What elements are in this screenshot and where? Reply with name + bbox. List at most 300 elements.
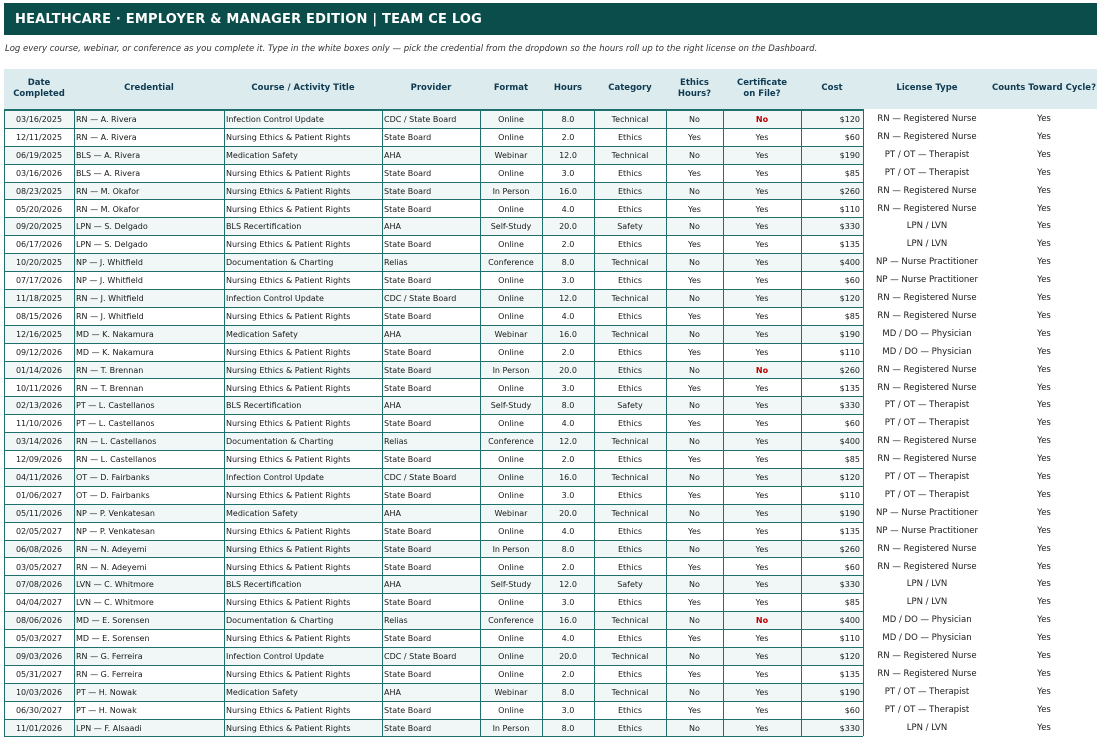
cell-certificate[interactable]: Yes [755, 132, 769, 142]
cell-license[interactable]: MD / DO — Physician [882, 346, 972, 357]
cell-hours[interactable]: 12.0 [559, 580, 577, 590]
cell-counts[interactable]: Yes [1037, 543, 1051, 554]
cell-credential[interactable]: NP — P. Venkatesan [76, 526, 155, 536]
cell-category[interactable]: Ethics [617, 723, 643, 733]
cell-format[interactable]: Self-Study [490, 401, 532, 411]
cell-date[interactable]: 12/09/2026 [15, 455, 63, 465]
cell-category[interactable]: Ethics [617, 705, 643, 715]
cell-provider[interactable]: Relias [384, 616, 408, 626]
cell-category[interactable]: Technical [611, 616, 649, 626]
cell-date[interactable]: 01/14/2026 [15, 365, 63, 375]
cell-course[interactable]: Nursing Ethics & Patient Rights [226, 383, 351, 393]
cell-format[interactable]: Online [498, 115, 524, 124]
cell-hours[interactable]: 2.0 [561, 240, 575, 250]
cell-certificate[interactable]: No [755, 365, 769, 375]
cell-cost[interactable]: $135 [839, 383, 860, 393]
cell-counts[interactable]: Yes [1037, 275, 1051, 286]
cell-certificate[interactable]: Yes [755, 455, 769, 465]
cell-category[interactable]: Technical [611, 437, 649, 447]
cell-credential[interactable]: RN — N. Adeyemi [76, 562, 147, 572]
cell-credential[interactable]: PT — L. Castellanos [76, 419, 155, 429]
cell-credential[interactable]: LVN — C. Whitmore [76, 598, 154, 608]
cell-license[interactable]: PT / OT — Therapist [884, 704, 970, 715]
cell-course[interactable]: Nursing Ethics & Patient Rights [226, 526, 351, 536]
cell-counts[interactable]: Yes [1037, 346, 1051, 357]
cell-course[interactable]: Nursing Ethics & Patient Rights [226, 240, 351, 250]
cell-license[interactable]: RN — Registered Nurse [877, 382, 977, 393]
cell-provider[interactable]: AHA [384, 401, 401, 411]
cell-credential[interactable]: NP — J. Whitfield [76, 258, 143, 268]
cell-credential[interactable]: RN — M. Okafor [76, 186, 140, 196]
cell-credential[interactable]: BLS — A. Rivera [76, 150, 141, 160]
cell-certificate[interactable]: Yes [755, 723, 769, 733]
cell-ethics[interactable]: Yes [688, 526, 701, 536]
cell-cost[interactable]: $110 [839, 347, 860, 357]
cell-ethics[interactable]: Yes [688, 240, 701, 250]
cell-license[interactable]: LPN / LVN [906, 239, 948, 250]
cell-ethics[interactable]: No [689, 508, 700, 518]
cell-cost[interactable]: $260 [839, 544, 860, 554]
cell-counts[interactable]: Yes [1037, 722, 1051, 733]
cell-cost[interactable]: $190 [839, 687, 860, 697]
cell-provider[interactable]: AHA [384, 508, 401, 518]
col-header-category[interactable]: Category [608, 83, 652, 94]
cell-ethics[interactable]: Yes [688, 669, 701, 679]
cell-counts[interactable]: Yes [1037, 615, 1051, 626]
cell-date[interactable]: 03/05/2027 [15, 562, 63, 572]
cell-counts[interactable]: Yes [1037, 436, 1051, 447]
cell-cost[interactable]: $330 [839, 222, 860, 232]
cell-course[interactable]: Documentation & Charting [226, 437, 334, 447]
cell-provider[interactable]: State Board [384, 383, 432, 393]
cell-category[interactable]: Ethics [617, 186, 643, 196]
cell-date[interactable]: 09/12/2026 [15, 347, 63, 357]
cell-format[interactable]: Online [498, 383, 524, 393]
cell-course[interactable]: Nursing Ethics & Patient Rights [226, 311, 351, 321]
cell-format[interactable]: In Person [492, 186, 530, 196]
cell-ethics[interactable]: Yes [688, 705, 701, 715]
cell-hours[interactable]: 12.0 [559, 437, 577, 447]
cell-category[interactable]: Ethics [617, 168, 643, 178]
cell-date[interactable]: 06/17/2026 [15, 240, 63, 250]
cell-hours[interactable]: 16.0 [559, 329, 577, 339]
cell-credential[interactable]: LVN — C. Whitmore [76, 580, 154, 590]
cell-certificate[interactable]: Yes [755, 240, 769, 250]
cell-date[interactable]: 04/04/2027 [15, 598, 63, 608]
cell-counts[interactable]: Yes [1037, 686, 1051, 697]
cell-hours[interactable]: 20.0 [559, 508, 577, 518]
cell-provider[interactable]: AHA [384, 150, 401, 160]
cell-date[interactable]: 08/15/2026 [15, 311, 63, 321]
cell-date[interactable]: 06/30/2027 [15, 705, 63, 715]
cell-course[interactable]: Nursing Ethics & Patient Rights [226, 419, 351, 429]
cell-category[interactable]: Technical [611, 258, 649, 268]
cell-format[interactable]: Conference [488, 258, 534, 268]
cell-provider[interactable]: State Board [384, 311, 432, 321]
cell-counts[interactable]: Yes [1037, 203, 1051, 214]
cell-course[interactable]: Medication Safety [226, 150, 298, 160]
cell-provider[interactable]: State Board [384, 723, 432, 733]
cell-ethics[interactable]: Yes [688, 347, 701, 357]
col-header-date[interactable]: Date Completed [13, 77, 65, 99]
cell-counts[interactable]: Yes [1037, 257, 1051, 268]
cell-hours[interactable]: 8.0 [561, 115, 575, 124]
cell-provider[interactable]: State Board [384, 186, 432, 196]
cell-date[interactable]: 11/10/2026 [15, 419, 63, 429]
cell-date[interactable]: 03/14/2026 [15, 437, 63, 447]
cell-category[interactable]: Safety [617, 401, 643, 411]
cell-cost[interactable]: $120 [839, 294, 860, 303]
cell-category[interactable]: Ethics [617, 347, 643, 357]
cell-counts[interactable]: Yes [1037, 704, 1051, 715]
cell-license[interactable]: LPN / LVN [906, 722, 948, 733]
cell-category[interactable]: Ethics [617, 383, 643, 393]
cell-date[interactable]: 12/16/2025 [15, 329, 63, 339]
cell-counts[interactable]: Yes [1037, 668, 1051, 679]
cell-counts[interactable]: Yes [1037, 651, 1051, 661]
cell-license[interactable]: MD / DO — Physician [882, 633, 972, 644]
cell-category[interactable]: Ethics [617, 240, 643, 250]
cell-hours[interactable]: 12.0 [559, 150, 577, 160]
cell-date[interactable]: 05/31/2027 [15, 669, 63, 679]
cell-credential[interactable]: NP — P. Venkatesan [76, 508, 155, 518]
cell-course[interactable]: Nursing Ethics & Patient Rights [226, 705, 351, 715]
cell-certificate[interactable]: Yes [755, 508, 769, 518]
cell-date[interactable]: 10/03/2026 [15, 687, 63, 697]
cell-course[interactable]: Nursing Ethics & Patient Rights [226, 562, 351, 572]
cell-hours[interactable]: 8.0 [561, 687, 575, 697]
cell-certificate[interactable]: Yes [755, 222, 769, 232]
cell-category[interactable]: Ethics [617, 365, 643, 375]
cell-cost[interactable]: $330 [839, 580, 860, 590]
cell-hours[interactable]: 16.0 [559, 186, 577, 196]
cell-certificate[interactable]: Yes [755, 437, 769, 447]
cell-category[interactable]: Technical [611, 687, 649, 697]
cell-ethics[interactable]: Yes [688, 455, 701, 465]
cell-hours[interactable]: 3.0 [561, 598, 575, 608]
cell-format[interactable]: Online [498, 669, 524, 679]
cell-format[interactable]: In Person [492, 723, 530, 733]
cell-cost[interactable]: $120 [839, 652, 860, 661]
cell-format[interactable]: Self-Study [490, 222, 532, 232]
cell-hours[interactable]: 3.0 [561, 168, 575, 178]
cell-certificate[interactable]: Yes [755, 562, 769, 572]
cell-counts[interactable]: Yes [1037, 149, 1051, 160]
cell-credential[interactable]: MD — K. Nakamura [76, 347, 154, 357]
cell-hours[interactable]: 8.0 [561, 723, 575, 733]
cell-license[interactable]: NP — Nurse Practitioner [875, 275, 979, 286]
cell-license[interactable]: NP — Nurse Practitioner [875, 525, 979, 536]
cell-hours[interactable]: 3.0 [561, 276, 575, 286]
cell-counts[interactable]: Yes [1037, 507, 1051, 518]
cell-hours[interactable]: 4.0 [561, 419, 575, 429]
col-header-hours[interactable]: Hours [553, 83, 583, 94]
cell-license[interactable]: PT / OT — Therapist [884, 418, 970, 429]
cell-certificate[interactable]: Yes [755, 168, 769, 178]
cell-hours[interactable]: 4.0 [561, 634, 575, 644]
cell-cost[interactable]: $190 [839, 150, 860, 160]
cell-certificate[interactable]: Yes [755, 634, 769, 644]
cell-ethics[interactable]: No [689, 150, 700, 160]
cell-counts[interactable]: Yes [1037, 400, 1051, 411]
cell-ethics[interactable]: Yes [688, 204, 701, 214]
cell-provider[interactable]: CDC / State Board [384, 294, 457, 303]
cell-license[interactable]: RN — Registered Nurse [877, 310, 977, 321]
cell-license[interactable]: PT / OT — Therapist [884, 489, 970, 500]
cell-category[interactable]: Ethics [617, 132, 643, 142]
cell-hours[interactable]: 2.0 [561, 562, 575, 572]
cell-cost[interactable]: $330 [839, 401, 860, 411]
cell-cost[interactable]: $400 [839, 616, 860, 626]
cell-credential[interactable]: MD — K. Nakamura [76, 329, 154, 339]
col-header-license-type[interactable]: License Type [896, 83, 958, 94]
cell-certificate[interactable]: Yes [755, 490, 769, 500]
cell-provider[interactable]: State Board [384, 544, 432, 554]
cell-format[interactable]: Online [498, 276, 524, 286]
cell-date[interactable]: 06/08/2026 [15, 544, 63, 554]
cell-ethics[interactable]: No [689, 437, 700, 447]
cell-category[interactable]: Ethics [617, 544, 643, 554]
cell-category[interactable]: Ethics [617, 419, 643, 429]
cell-course[interactable]: Nursing Ethics & Patient Rights [226, 598, 351, 608]
cell-date[interactable]: 03/16/2025 [15, 115, 63, 124]
cell-credential[interactable]: NP — J. Whitfield [76, 276, 143, 286]
cell-cost[interactable]: $60 [844, 419, 860, 429]
cell-format[interactable]: Online [498, 311, 524, 321]
cell-certificate[interactable]: Yes [755, 294, 769, 303]
cell-category[interactable]: Ethics [617, 276, 643, 286]
cell-course[interactable]: Infection Control Update [226, 473, 324, 482]
cell-provider[interactable]: State Board [384, 168, 432, 178]
col-header-credential[interactable]: Credential [124, 83, 174, 94]
cell-credential[interactable]: MD — E. Sorensen [76, 634, 150, 644]
cell-ethics[interactable]: Yes [688, 383, 701, 393]
cell-format[interactable]: Online [498, 132, 524, 142]
cell-ethics[interactable]: No [689, 473, 700, 482]
cell-license[interactable]: RN — Registered Nurse [877, 293, 977, 303]
cell-certificate[interactable]: Yes [755, 150, 769, 160]
cell-ethics[interactable]: No [689, 616, 700, 626]
cell-format[interactable]: Online [498, 705, 524, 715]
cell-cost[interactable]: $60 [844, 276, 860, 286]
cell-ethics[interactable]: No [689, 723, 700, 733]
cell-course[interactable]: Nursing Ethics & Patient Rights [226, 168, 351, 178]
cell-ethics[interactable]: No [689, 687, 700, 697]
cell-course[interactable]: Nursing Ethics & Patient Rights [226, 276, 351, 286]
cell-counts[interactable]: Yes [1037, 293, 1051, 303]
cell-certificate[interactable]: Yes [755, 311, 769, 321]
cell-cost[interactable]: $85 [844, 455, 860, 465]
cell-format[interactable]: Online [498, 634, 524, 644]
cell-provider[interactable]: AHA [384, 580, 401, 590]
cell-ethics[interactable]: No [689, 294, 700, 303]
cell-provider[interactable]: AHA [384, 222, 401, 232]
cell-format[interactable]: Webinar [494, 150, 528, 160]
cell-certificate[interactable]: Yes [755, 204, 769, 214]
cell-date[interactable]: 05/20/2026 [15, 204, 63, 214]
cell-course[interactable]: Nursing Ethics & Patient Rights [226, 132, 351, 142]
col-header-cost[interactable]: Cost [821, 83, 843, 94]
cell-date[interactable]: 10/20/2025 [15, 258, 63, 268]
cell-course[interactable]: Nursing Ethics & Patient Rights [226, 544, 351, 554]
cell-format[interactable]: Online [498, 562, 524, 572]
cell-counts[interactable]: Yes [1037, 328, 1051, 339]
cell-course[interactable]: BLS Recertification [226, 401, 302, 411]
cell-license[interactable]: RN — Registered Nurse [877, 131, 977, 142]
cell-counts[interactable]: Yes [1037, 418, 1051, 429]
cell-credential[interactable]: RN — M. Okafor [76, 204, 140, 214]
cell-hours[interactable]: 4.0 [561, 311, 575, 321]
cell-course[interactable]: Documentation & Charting [226, 258, 334, 268]
cell-hours[interactable]: 12.0 [559, 294, 577, 303]
cell-hours[interactable]: 20.0 [559, 365, 577, 375]
cell-hours[interactable]: 16.0 [559, 473, 577, 482]
cell-certificate[interactable]: Yes [755, 580, 769, 590]
cell-ethics[interactable]: No [689, 652, 700, 661]
cell-course[interactable]: Medication Safety [226, 508, 298, 518]
cell-license[interactable]: RN — Registered Nurse [877, 668, 977, 679]
cell-hours[interactable]: 16.0 [559, 616, 577, 626]
cell-format[interactable]: Online [498, 347, 524, 357]
cell-provider[interactable]: State Board [384, 455, 432, 465]
cell-date[interactable]: 04/11/2026 [15, 473, 63, 482]
cell-provider[interactable]: State Board [384, 490, 432, 500]
cell-license[interactable]: RN — Registered Nurse [877, 185, 977, 196]
cell-cost[interactable]: $190 [839, 508, 860, 518]
cell-provider[interactable]: State Board [384, 365, 432, 375]
cell-cost[interactable]: $400 [839, 437, 860, 447]
cell-category[interactable]: Technical [611, 294, 649, 303]
cell-license[interactable]: RN — Registered Nurse [877, 651, 977, 661]
cell-date[interactable]: 12/11/2025 [15, 132, 63, 142]
cell-date[interactable]: 09/03/2026 [15, 652, 63, 661]
cell-format[interactable]: Online [498, 526, 524, 536]
cell-category[interactable]: Ethics [617, 490, 643, 500]
cell-course[interactable]: Nursing Ethics & Patient Rights [226, 186, 351, 196]
cell-cost[interactable]: $260 [839, 365, 860, 375]
cell-date[interactable]: 08/23/2025 [15, 186, 63, 196]
cell-certificate[interactable]: Yes [755, 347, 769, 357]
cell-hours[interactable]: 2.0 [561, 669, 575, 679]
cell-credential[interactable]: RN — A. Rivera [76, 115, 137, 124]
cell-counts[interactable]: Yes [1037, 489, 1051, 500]
cell-ethics[interactable]: Yes [688, 311, 701, 321]
cell-format[interactable]: In Person [492, 365, 530, 375]
cell-course[interactable]: Infection Control Update [226, 652, 324, 661]
cell-format[interactable]: Online [498, 294, 524, 303]
cell-credential[interactable]: RN — G. Ferreira [76, 652, 143, 661]
cell-cost[interactable]: $120 [839, 473, 860, 482]
cell-provider[interactable]: Relias [384, 437, 408, 447]
cell-provider[interactable]: Relias [384, 258, 408, 268]
cell-format[interactable]: Online [498, 455, 524, 465]
cell-category[interactable]: Ethics [617, 204, 643, 214]
cell-provider[interactable]: State Board [384, 526, 432, 536]
cell-license[interactable]: LPN / LVN [906, 597, 948, 608]
cell-license[interactable]: PT / OT — Therapist [884, 149, 970, 160]
cell-format[interactable]: Online [498, 473, 524, 482]
cell-format[interactable]: Online [498, 598, 524, 608]
cell-course[interactable]: Documentation & Charting [226, 616, 334, 626]
cell-ethics[interactable]: Yes [688, 132, 701, 142]
col-header-certificate[interactable]: Certificate on File? [736, 77, 788, 99]
cell-category[interactable]: Technical [611, 150, 649, 160]
cell-hours[interactable]: 3.0 [561, 705, 575, 715]
cell-ethics[interactable]: No [689, 329, 700, 339]
cell-cost[interactable]: $110 [839, 634, 860, 644]
cell-hours[interactable]: 8.0 [561, 258, 575, 268]
cell-category[interactable]: Technical [611, 508, 649, 518]
cell-format[interactable]: Webinar [494, 687, 528, 697]
cell-ethics[interactable]: Yes [688, 276, 701, 286]
cell-cost[interactable]: $60 [844, 705, 860, 715]
cell-credential[interactable]: RN — L. Castellanos [76, 455, 157, 465]
cell-cost[interactable]: $120 [839, 115, 860, 124]
cell-ethics[interactable]: Yes [688, 490, 701, 500]
col-header-counts[interactable]: Counts Toward Cycle? [991, 83, 1097, 94]
cell-certificate[interactable]: Yes [755, 329, 769, 339]
cell-certificate[interactable]: Yes [755, 598, 769, 608]
cell-course[interactable]: Infection Control Update [226, 294, 324, 303]
cell-hours[interactable]: 8.0 [561, 544, 575, 554]
cell-category[interactable]: Technical [611, 652, 649, 661]
cell-date[interactable]: 11/18/2025 [15, 294, 63, 303]
cell-course[interactable]: Nursing Ethics & Patient Rights [226, 490, 351, 500]
cell-category[interactable]: Ethics [617, 562, 643, 572]
cell-hours[interactable]: 3.0 [561, 383, 575, 393]
cell-cost[interactable]: $85 [844, 598, 860, 608]
col-header-ethics[interactable]: Ethics Hours? [677, 77, 712, 99]
cell-category[interactable]: Technical [611, 115, 649, 124]
cell-provider[interactable]: CDC / State Board [384, 473, 457, 482]
cell-hours[interactable]: 2.0 [561, 455, 575, 465]
cell-license[interactable]: PT / OT — Therapist [884, 686, 970, 697]
cell-hours[interactable]: 2.0 [561, 132, 575, 142]
cell-credential[interactable]: RN — T. Brennan [76, 365, 144, 375]
col-header-format[interactable]: Format [493, 83, 529, 94]
cell-certificate[interactable]: Yes [755, 276, 769, 286]
cell-counts[interactable]: Yes [1037, 221, 1051, 232]
cell-credential[interactable]: LPN — F. Alsaadi [76, 723, 142, 733]
cell-category[interactable]: Ethics [617, 634, 643, 644]
cell-cost[interactable]: $85 [844, 168, 860, 178]
cell-license[interactable]: NP — Nurse Practitioner [875, 257, 979, 268]
cell-cost[interactable]: $135 [839, 240, 860, 250]
cell-cost[interactable]: $110 [839, 204, 860, 214]
cell-date[interactable]: 11/01/2026 [15, 723, 63, 733]
cell-counts[interactable]: Yes [1037, 472, 1051, 482]
cell-certificate[interactable]: Yes [755, 544, 769, 554]
cell-format[interactable]: Online [498, 490, 524, 500]
cell-certificate[interactable]: No [755, 616, 769, 626]
cell-course[interactable]: Nursing Ethics & Patient Rights [226, 455, 351, 465]
cell-credential[interactable]: LPN — S. Delgado [76, 222, 148, 232]
cell-credential[interactable]: LPN — S. Delgado [76, 240, 148, 250]
cell-counts[interactable]: Yes [1037, 633, 1051, 644]
cell-provider[interactable]: State Board [384, 598, 432, 608]
cell-counts[interactable]: Yes [1037, 167, 1051, 178]
cell-category[interactable]: Safety [617, 580, 643, 590]
cell-format[interactable]: In Person [492, 544, 530, 554]
cell-counts[interactable]: Yes [1037, 310, 1051, 321]
cell-ethics[interactable]: No [689, 580, 700, 590]
cell-license[interactable]: MD / DO — Physician [882, 615, 972, 626]
cell-counts[interactable]: Yes [1037, 454, 1051, 465]
cell-certificate[interactable]: Yes [755, 419, 769, 429]
cell-credential[interactable]: OT — D. Fairbanks [76, 490, 150, 500]
cell-ethics[interactable]: Yes [688, 562, 701, 572]
cell-hours[interactable]: 2.0 [561, 347, 575, 357]
